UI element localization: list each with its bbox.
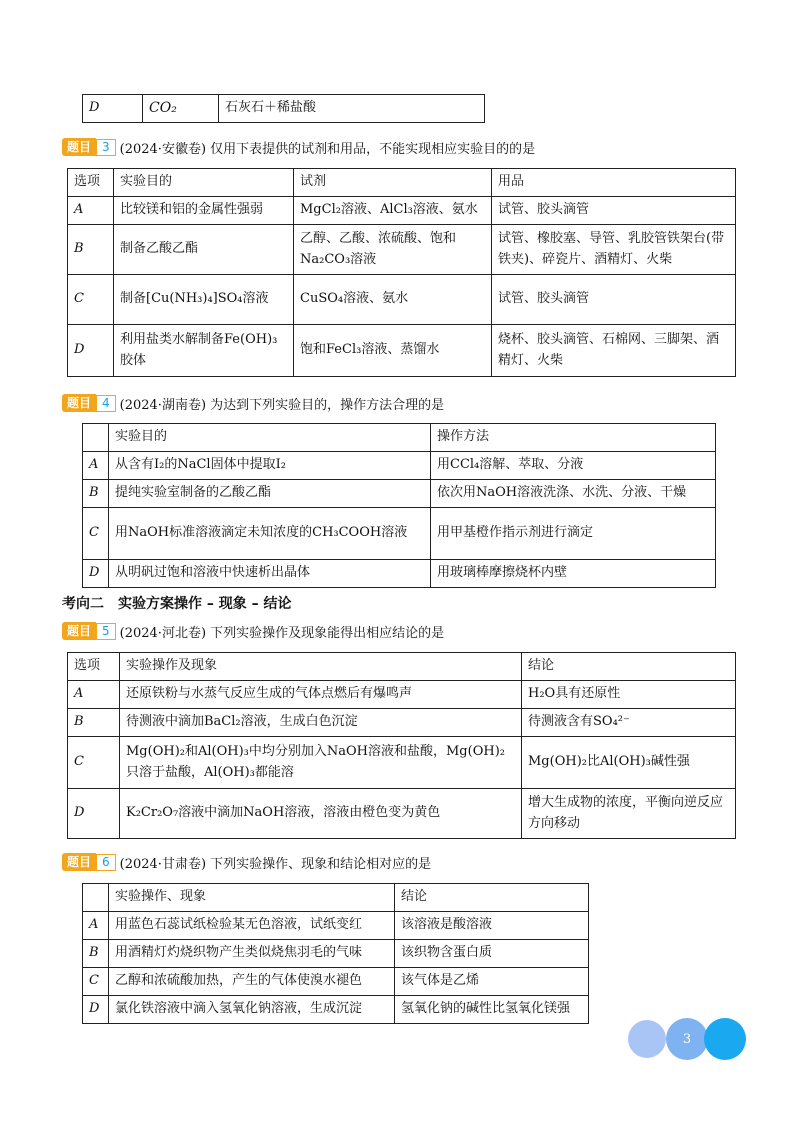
- option-cell: A: [83, 452, 109, 480]
- table-row: [83, 480, 716, 508]
- section-title: 考向二 实验方案操作 – 现象 – 结论: [62, 596, 292, 612]
- page-number-badge: [628, 1018, 746, 1060]
- reagent-cell: 饱和FeCl₃溶液、蒸馏水: [294, 325, 492, 377]
- conclusion-cell: 待测液含有SO₄²⁻: [522, 709, 736, 737]
- top-table: [82, 94, 485, 123]
- table-row: [83, 560, 716, 588]
- option-cell: A: [68, 681, 120, 709]
- goal-cell: 用NaOH标准溶液滴定未知浓度的CH₃COOH溶液: [109, 508, 431, 560]
- conclusion-cell: 增大生成物的浓度，平衡向逆反应方向移动: [522, 789, 736, 839]
- question-text: (2024·湖南卷) 为达到下列实验目的，操作方法合理的是: [119, 397, 445, 413]
- deco-circle-icon: [628, 1020, 666, 1058]
- table-row: [68, 225, 736, 275]
- items-cell: 烧杯、胶头滴管、石棉网、三脚架、酒精灯、火柴: [492, 325, 736, 377]
- q3-table: [67, 168, 736, 377]
- table-row: [68, 681, 736, 709]
- operation-cell: 用酒精灯灼烧织物产生类似烧焦羽毛的气味: [109, 940, 395, 968]
- goal-cell: 制备乙酸乙酯: [114, 225, 294, 275]
- table-header-row: [83, 424, 716, 452]
- header-cell: 操作方法: [431, 424, 716, 452]
- table-row: [83, 940, 589, 968]
- question-number: 5: [96, 623, 116, 640]
- question-text: (2024·安徽卷) 仅用下表提供的试剂和用品，不能实现相应实验目的的是: [119, 141, 536, 157]
- table-row: [68, 197, 736, 225]
- goal-cell: 制备[Cu(NH₃)₄]SO₄溶液: [114, 275, 294, 325]
- table-header-row: [83, 884, 589, 912]
- option-cell: C: [68, 737, 120, 789]
- table-row: [83, 968, 589, 996]
- items-cell: 试管、胶头滴管: [492, 197, 736, 225]
- question-text: (2024·甘肃卷) 下列实验操作、现象和结论相对应的是: [119, 856, 432, 872]
- option-cell: B: [68, 225, 114, 275]
- conclusion-cell: 该溶液是酸溶液: [395, 912, 589, 940]
- option-cell: A: [83, 912, 109, 940]
- goal-cell: 提纯实验室制备的乙酸乙酯: [109, 480, 431, 508]
- conclusion-cell: 氢氧化钠的碱性比氢氧化镁强: [395, 996, 589, 1024]
- option-cell: B: [83, 940, 109, 968]
- question-number: 3: [96, 139, 116, 156]
- option-cell: C: [68, 275, 114, 325]
- question-tag: 题目: [62, 622, 96, 640]
- question-number: 6: [96, 854, 116, 871]
- question-4-header: [62, 394, 444, 412]
- option-cell: C: [83, 508, 109, 560]
- option-cell: D: [83, 95, 143, 123]
- operation-cell: 用蓝色石蕊试纸检验某无色溶液，试纸变红: [109, 912, 395, 940]
- header-cell: 实验目的: [114, 169, 294, 197]
- goal-cell: 比较镁和铝的金属性强弱: [114, 197, 294, 225]
- option-cell: B: [68, 709, 120, 737]
- q4-table: [82, 423, 716, 588]
- header-cell: [83, 424, 109, 452]
- equipment-cell: 石灰石＋稀盐酸: [219, 95, 485, 123]
- method-cell: 用玻璃棒摩擦烧杯内壁: [431, 560, 716, 588]
- header-cell: 结论: [395, 884, 589, 912]
- option-cell: D: [83, 996, 109, 1024]
- conclusion-cell: 该织物含蛋白质: [395, 940, 589, 968]
- goal-cell: 从含有I₂的NaCl固体中提取I₂: [109, 452, 431, 480]
- question-3-header: [62, 138, 535, 156]
- q5-table: [67, 652, 736, 839]
- method-cell: 依次用NaOH溶液洗涤、水洗、分液、干燥: [431, 480, 716, 508]
- header-cell: 选项: [68, 653, 120, 681]
- question-text: (2024·河北卷) 下列实验操作及现象能得出相应结论的是: [119, 625, 445, 641]
- page-number-circle: [666, 1018, 708, 1060]
- goal-cell: 从明矾过饱和溶液中快速析出晶体: [109, 560, 431, 588]
- table-row: [68, 709, 736, 737]
- header-cell: 实验目的: [109, 424, 431, 452]
- header-cell: 结论: [522, 653, 736, 681]
- page-number: 3: [682, 1031, 692, 1047]
- option-cell: D: [83, 560, 109, 588]
- header-cell: 用品: [492, 169, 736, 197]
- method-cell: 用CCl₄溶解、萃取、分液: [431, 452, 716, 480]
- question-5-header: [62, 622, 444, 640]
- table-row: [68, 737, 736, 789]
- deco-circle-icon: [704, 1018, 746, 1060]
- option-cell: C: [83, 968, 109, 996]
- table-row: [68, 789, 736, 839]
- header-cell: [83, 884, 109, 912]
- table-row: [83, 912, 589, 940]
- table-row: [68, 325, 736, 377]
- conclusion-cell: H₂O具有还原性: [522, 681, 736, 709]
- table-header-row: [68, 169, 736, 197]
- reagent-cell: 乙醇、乙酸、浓硫酸、饱和Na₂CO₃溶液: [294, 225, 492, 275]
- option-cell: D: [68, 325, 114, 377]
- table-header-row: [68, 653, 736, 681]
- table-row: [68, 275, 736, 325]
- question-tag: 题目: [62, 138, 96, 156]
- table-row: [83, 996, 589, 1024]
- items-cell: 试管、橡胶塞、导管、乳胶管铁架台(带铁夹)、碎瓷片、酒精灯、火柴: [492, 225, 736, 275]
- method-cell: 用甲基橙作指示剂进行滴定: [431, 508, 716, 560]
- operation-cell: K₂Cr₂O₇溶液中滴加NaOH溶液，溶液由橙色变为黄色: [120, 789, 522, 839]
- question-number: 4: [96, 395, 116, 412]
- header-cell: 试剂: [294, 169, 492, 197]
- header-cell: 选项: [68, 169, 114, 197]
- q6-table: [82, 883, 589, 1024]
- question-tag: 题目: [62, 853, 96, 871]
- items-cell: 试管、胶头滴管: [492, 275, 736, 325]
- reagent-cell: CO₂: [143, 95, 219, 123]
- conclusion-cell: Mg(OH)₂比Al(OH)₃碱性强: [522, 737, 736, 789]
- header-cell: 实验操作及现象: [120, 653, 522, 681]
- operation-cell: 氯化铁溶液中滴入氢氧化钠溶液，生成沉淀: [109, 996, 395, 1024]
- table-row: [83, 452, 716, 480]
- operation-cell: 待测液中滴加BaCl₂溶液，生成白色沉淀: [120, 709, 522, 737]
- reagent-cell: MgCl₂溶液、AlCl₃溶液、氨水: [294, 197, 492, 225]
- header-cell: 实验操作、现象: [109, 884, 395, 912]
- option-cell: D: [68, 789, 120, 839]
- question-tag: 题目: [62, 394, 96, 412]
- reagent-cell: CuSO₄溶液、氨水: [294, 275, 492, 325]
- goal-cell: 利用盐类水解制备Fe(OH)₃胶体: [114, 325, 294, 377]
- operation-cell: 乙醇和浓硫酸加热，产生的气体使溴水褪色: [109, 968, 395, 996]
- question-6-header: [62, 853, 431, 871]
- option-cell: A: [68, 197, 114, 225]
- table-row: [83, 95, 485, 123]
- option-cell: B: [83, 480, 109, 508]
- operation-cell: Mg(OH)₂和Al(OH)₃中均分别加入NaOH溶液和盐酸，Mg(OH)₂只溶于盐酸，Al(OH)₃都能溶: [120, 737, 522, 789]
- operation-cell: 还原铁粉与水蒸气反应生成的气体点燃后有爆鸣声: [120, 681, 522, 709]
- table-row: [83, 508, 716, 560]
- conclusion-cell: 该气体是乙烯: [395, 968, 589, 996]
